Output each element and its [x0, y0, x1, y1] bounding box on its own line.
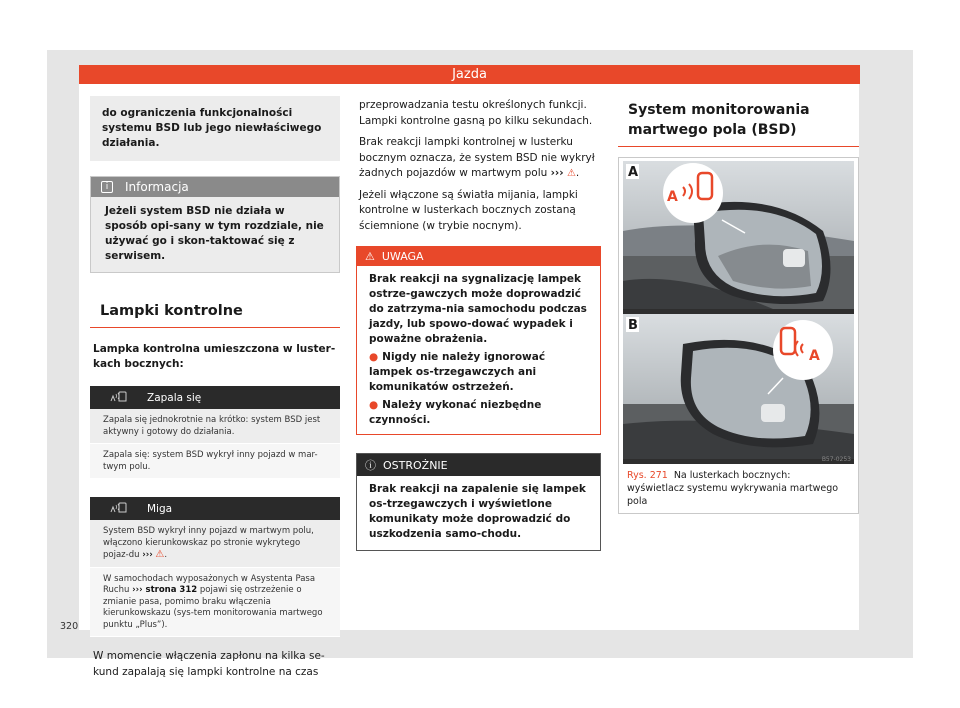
- warning-triangle-icon: ⚠: [566, 168, 576, 179]
- list-item: [369, 350, 590, 395]
- figure-code: B57-0253: [821, 456, 851, 463]
- caution-box-title: [357, 454, 600, 476]
- lead-text: Lampka kontrolna umieszczona w luster-kach bocznych:: [93, 343, 336, 370]
- warning-box-title: [357, 247, 600, 266]
- caution-title-text: OSTROŻNIE: [383, 459, 448, 472]
- lamp-table-row: [90, 568, 340, 638]
- list-item: [369, 398, 590, 428]
- column-middle: [356, 98, 601, 551]
- figure-image: [623, 161, 854, 464]
- lamp-table-zapala: [90, 386, 340, 479]
- caution-box: [356, 453, 601, 551]
- bullet-icon: ●: [369, 399, 379, 411]
- chapter-header: Jazda: [79, 65, 860, 84]
- figure-caption: [623, 464, 854, 508]
- lamp-table-row: System BSD wykrył inny pojazd w martwym polu, włączono kierunkowskaz po stronie wykrytego pojaz-du ››› ⚠.: [90, 520, 340, 568]
- bsd-mirror-icon: [90, 390, 147, 406]
- section-title-lampki: Lampki kontrolne: [90, 303, 340, 328]
- figure-label-b: B: [628, 318, 638, 333]
- column-right: [618, 84, 859, 514]
- figure-panel-a: [623, 161, 854, 309]
- warning-box: [356, 246, 601, 435]
- lamp-table-row: Zapala się: system BSD wykrył inny pojazd w mar-twym polu.: [90, 444, 340, 479]
- info-box-body: Jeżeli system BSD nie działa w sposób opi-sany w tym rozdziale, nie używać go i skon-taktować się z serwisem.: [105, 205, 324, 262]
- caution-box-body: Brak reakcji na zapalenie się lampek os-trzegawczych i wyświetlone komunikaty może doprowadzić do uszkodzenia samo-chodu.: [369, 483, 586, 540]
- warning-icon: ⚠: [365, 250, 375, 263]
- cross-ref-link[interactable]: ›››: [142, 550, 153, 560]
- warning-box-body: [357, 266, 600, 434]
- caution-icon: ⓘ: [365, 459, 376, 472]
- svg-text:A: A: [809, 348, 820, 364]
- warning-title-text: UWAGA: [381, 250, 424, 263]
- figure-caption-label: Rys. 271: [627, 470, 668, 481]
- lamp-table-header: [90, 386, 340, 409]
- bsd-mirror-icon: [90, 501, 147, 517]
- svg-text:A: A: [667, 189, 678, 205]
- intro-box: do ograniczenia funkcjonalności systemu BSD lub jego niewłaściwego działania.: [90, 96, 340, 161]
- warning-text: Brak reakcji na sygnalizację lampek ostrze-gawczych może doprowadzić do zatrzyma-nia samochodu podczas jazdy, lub spowo-dować wypadek i poważne obrażenia.: [369, 273, 587, 345]
- info-box-title: [91, 177, 339, 197]
- info-box: [90, 176, 340, 273]
- info-icon: i: [101, 181, 113, 193]
- closing-paragraph: W momencie włączenia zapłonu na kilka se-kund zapalają się lampki kontrolne na czas: [93, 650, 325, 678]
- paragraph-text: Brak reakcji lampki kontrolnej w lusterku bocznym oznacza, że system BSD nie wykrył żadnych pojazdów w martwym polu: [359, 136, 595, 179]
- lamp-table-header-label: Miga: [147, 502, 173, 515]
- paragraph: Jeżeli włączone są światła mijania, lampki kontrolne w lusterkach bocznych zostaną ściemnione (w trybie nocnym).: [359, 188, 578, 232]
- figure-caption-text: Na lusterkach bocznych: wyświetlacz systemu wykrywania martwego pola: [627, 470, 839, 507]
- figure-label-a: A: [628, 165, 639, 180]
- list-item-text: Nigdy nie należy ignorować lampek os-trzegawczych ani komunikatów ostrzeżeń.: [369, 351, 546, 393]
- row-text: pojawi się ostrzeżenie o zmianie pasa, pomimo braku włączenia kierunkowskazu (sys-tem monitorowania martwego punktu „Plus”).: [103, 585, 323, 630]
- list-item-text: Należy wykonać niezbędne czynności.: [369, 399, 542, 426]
- lamp-table-header: [90, 497, 340, 520]
- paragraph: Brak reakcji lampki kontrolnej w lusterku bocznym oznacza, że system BSD nie wykrył żadnych pojazdów w martwym polu ››› ⚠.: [359, 136, 595, 179]
- row-text: System BSD wykrył inny pojazd w martwym polu, włączono kierunkowskaz po stronie wykrytego pojaz-du: [103, 526, 314, 560]
- lamp-table-row: Zapala się jednokrotnie na krótko: system BSD jest aktywny i gotowy do działania.: [90, 409, 340, 444]
- column-left: [90, 84, 340, 680]
- figure: [618, 157, 859, 514]
- cross-ref-link[interactable]: ››› strona 312: [132, 585, 198, 595]
- figure-panel-b: [623, 314, 854, 459]
- page-number: 320: [60, 621, 79, 632]
- paragraph: przeprowadzania testu określonych funkcji. Lampki kontrolne gasną po kilku sekundach.: [359, 99, 593, 127]
- section-title-bsd: System monitorowania martwego pola (BSD): [618, 84, 859, 147]
- lamp-table-header-label: Zapala się: [147, 391, 202, 404]
- cross-ref-link[interactable]: ›››: [550, 167, 564, 179]
- bullet-icon: ●: [369, 351, 379, 363]
- warning-triangle-icon: ⚠: [155, 549, 165, 560]
- row-text: W samochodach wyposażonych w Asystenta Pasa Ruchu: [103, 573, 316, 595]
- info-title-text: Informacja: [125, 180, 189, 194]
- lamp-table-miga: [90, 497, 340, 637]
